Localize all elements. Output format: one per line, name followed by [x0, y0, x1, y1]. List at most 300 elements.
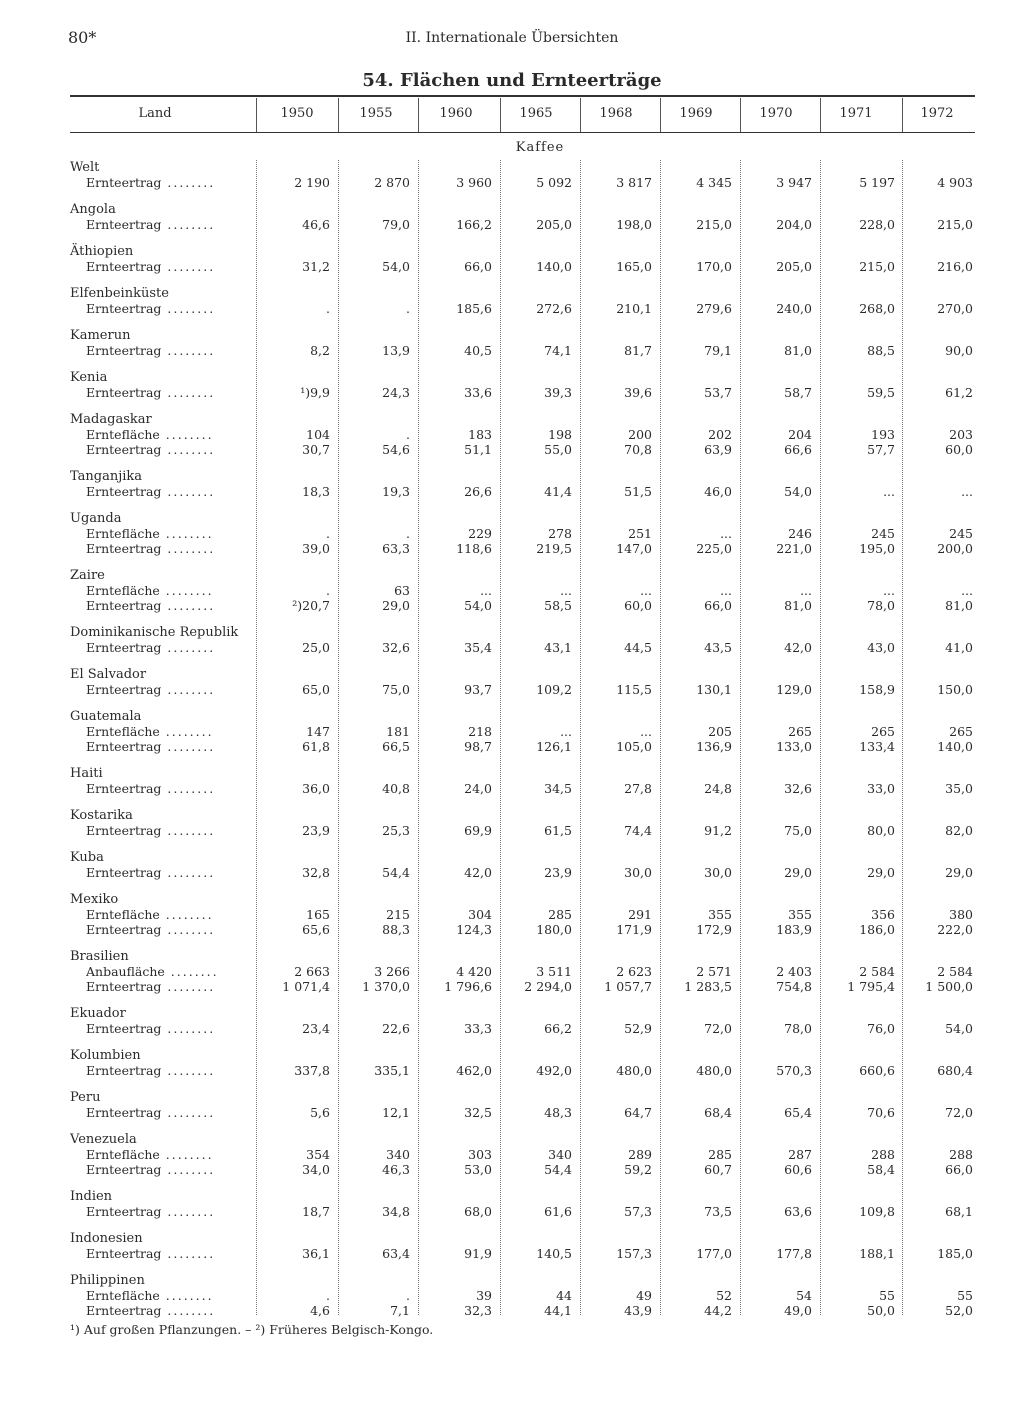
table-cell: 25,0: [302, 640, 330, 655]
leader-dots: ........: [161, 922, 216, 937]
metric-label: [86, 682, 238, 697]
table-cell: 74,4: [624, 823, 652, 838]
table-cell: 5,6: [310, 1105, 330, 1120]
table-cell: 278: [548, 526, 572, 541]
table-cell: 245: [871, 526, 895, 541]
header-year-1960: 1960: [439, 106, 473, 121]
table-cell: 272,6: [536, 301, 572, 316]
column-rule: [580, 160, 581, 1315]
table-cell: 61,6: [544, 1204, 572, 1219]
table-cell: 55: [957, 1288, 973, 1303]
table-cell: 68,1: [945, 1204, 973, 1219]
table-cell: 4 420: [456, 964, 492, 979]
table-cell: 198: [548, 427, 572, 442]
table-cell: 251: [628, 526, 652, 541]
metric-label-text: Ernteertrag: [86, 1105, 162, 1120]
table-cell: 158,9: [859, 682, 895, 697]
leader-dots: ........: [161, 175, 216, 190]
metric-label-text: Ernteertrag: [86, 442, 162, 457]
table-cell: 60,6: [784, 1162, 812, 1177]
table-cell: 172,9: [696, 922, 732, 937]
table-cell: 31,2: [302, 259, 330, 274]
table-cell: 680,4: [937, 1063, 973, 1078]
leader-dots: ........: [161, 1021, 216, 1036]
table-cell: 2 571: [696, 964, 732, 979]
table-cell: 380: [949, 907, 973, 922]
table-cell: 124,3: [456, 922, 492, 937]
metric-label-text: Erntefläche: [86, 526, 160, 541]
table-cell: 66,0: [945, 1162, 973, 1177]
metric-label-text: Ernteertrag: [86, 640, 162, 655]
metric-label: [86, 1063, 238, 1078]
table-cell: 198,0: [616, 217, 652, 232]
table-cell: ...: [720, 583, 732, 598]
metric-label-text: Ernteertrag: [86, 922, 162, 937]
table-cell: ...: [883, 583, 895, 598]
table-cell: 63,6: [784, 1204, 812, 1219]
table-cell: 1 500,0: [925, 979, 973, 994]
metric-label: [86, 724, 238, 739]
table-cell: 90,0: [945, 343, 973, 358]
table-cell: 61,8: [302, 739, 330, 754]
table-cell: 8,2: [310, 343, 330, 358]
table-cell: 205,0: [536, 217, 572, 232]
table-cell: 65,0: [302, 682, 330, 697]
table-cell: 53,7: [704, 385, 732, 400]
table-cell: 39,0: [302, 541, 330, 556]
table-cell: 27,8: [624, 781, 652, 796]
table-cell: 79,0: [382, 217, 410, 232]
country-name: Brasilien: [70, 949, 129, 964]
table-cell: 75,0: [784, 823, 812, 838]
table-cell: 287: [788, 1147, 812, 1162]
header-year-1971: 1971: [839, 106, 873, 121]
table-cell: 35,0: [945, 781, 973, 796]
leader-dots: ........: [159, 427, 214, 442]
country-name: Kolumbien: [70, 1048, 141, 1063]
table-cell: 57,3: [624, 1204, 652, 1219]
table-cell: 268,0: [859, 301, 895, 316]
table-cell: 202: [708, 427, 732, 442]
metric-label-text: Ernteertrag: [86, 259, 162, 274]
table-cell: 69,9: [464, 823, 492, 838]
column-rule: [256, 160, 257, 1315]
country-name: Indien: [70, 1189, 113, 1204]
column-rule: [338, 160, 339, 1315]
table-cell: 228,0: [859, 217, 895, 232]
metric-label: [86, 385, 238, 400]
table-cell: 210,1: [616, 301, 652, 316]
table-cell: 49: [636, 1288, 652, 1303]
table-cell: .: [326, 526, 330, 541]
metric-label: [86, 1303, 238, 1318]
table-cell: 219,5: [536, 541, 572, 556]
table-cell: 23,4: [302, 1021, 330, 1036]
metric-label-text: Ernteertrag: [86, 1303, 162, 1318]
table-cell: 288: [871, 1147, 895, 1162]
table-cell: 60,0: [624, 598, 652, 613]
leader-dots: ........: [159, 724, 214, 739]
metric-label: [86, 1204, 238, 1219]
table-cell: 2 294,0: [524, 979, 572, 994]
metric-label-text: Anbaufläche: [86, 964, 165, 979]
leader-dots: ........: [161, 865, 216, 880]
table-cell: 193: [871, 427, 895, 442]
table-cell: 195,0: [859, 541, 895, 556]
header-column-rule: [660, 98, 661, 132]
leader-dots: ........: [161, 1246, 216, 1261]
page-number: 80*: [68, 28, 97, 47]
table-cell: 48,3: [544, 1105, 572, 1120]
metric-label: [86, 301, 238, 316]
table-cell: 43,9: [624, 1303, 652, 1318]
table-cell: 2 403: [776, 964, 812, 979]
table-cell: 79,1: [704, 343, 732, 358]
table-cell: 222,0: [937, 922, 973, 937]
table-title: 54. Flächen und Ernteerträge: [362, 70, 662, 91]
table-cell: 245: [949, 526, 973, 541]
table-cell: 58,7: [784, 385, 812, 400]
table-cell: 44: [556, 1288, 572, 1303]
table-cell: 26,6: [464, 484, 492, 499]
table-cell: 66,0: [704, 598, 732, 613]
table-cell: .: [326, 1288, 330, 1303]
table-cell: 52: [716, 1288, 732, 1303]
metric-label: [86, 1147, 238, 1162]
table-cell: 65,4: [784, 1105, 812, 1120]
metric-label-text: Ernteertrag: [86, 823, 162, 838]
table-cell: 215,0: [696, 217, 732, 232]
table-cell: 203: [949, 427, 973, 442]
table-cell: 54,0: [784, 484, 812, 499]
table-cell: 25,3: [382, 823, 410, 838]
metric-label-text: Ernteertrag: [86, 739, 162, 754]
header-year-1955: 1955: [359, 106, 393, 121]
table-cell: 58,5: [544, 598, 572, 613]
metric-label: [86, 583, 238, 598]
table-cell: 63,4: [382, 1246, 410, 1261]
table-cell: 33,6: [464, 385, 492, 400]
table-cell: 32,8: [302, 865, 330, 880]
table-cell: 39: [476, 1288, 492, 1303]
table-cell: 3 960: [456, 175, 492, 190]
table-cell: 480,0: [616, 1063, 652, 1078]
table-cell: ...: [640, 583, 652, 598]
table-cell: .: [406, 427, 410, 442]
table-cell: .: [326, 583, 330, 598]
table-cell: 43,1: [544, 640, 572, 655]
metric-label-text: Ernteertrag: [86, 484, 162, 499]
table-cell: 54,6: [382, 442, 410, 457]
table-cell: 340: [548, 1147, 572, 1162]
metric-label-text: Ernteertrag: [86, 1204, 162, 1219]
table-cell: 54,4: [382, 865, 410, 880]
table-cell: 30,0: [704, 865, 732, 880]
table-cell: 181: [386, 724, 410, 739]
table-cell: 72,0: [704, 1021, 732, 1036]
metric-label-text: Erntefläche: [86, 724, 160, 739]
metric-label: [86, 739, 238, 754]
table-cell: 42,0: [464, 865, 492, 880]
metric-label: [86, 175, 238, 190]
leader-dots: ........: [161, 739, 216, 754]
table-cell: 355: [708, 907, 732, 922]
table-cell: .: [406, 1288, 410, 1303]
metric-label-text: Ernteertrag: [86, 301, 162, 316]
table-cell: 7,1: [390, 1303, 410, 1318]
table-cell: 354: [306, 1147, 330, 1162]
column-rule: [740, 160, 741, 1315]
table-cell: 23,9: [302, 823, 330, 838]
table-cell: 30,7: [302, 442, 330, 457]
leader-dots: ........: [161, 541, 216, 556]
country-name: Kostarika: [70, 808, 133, 823]
table-cell: 4,6: [310, 1303, 330, 1318]
header-year-1969: 1969: [679, 106, 713, 121]
table-cell: 240,0: [776, 301, 812, 316]
table-cell: 80,0: [867, 823, 895, 838]
table-cell: 270,0: [937, 301, 973, 316]
table-cell: 355: [788, 907, 812, 922]
table-cell: 216,0: [937, 259, 973, 274]
table-cell: 225,0: [696, 541, 732, 556]
table-cell: 13,9: [382, 343, 410, 358]
table-cell: 29,0: [945, 865, 973, 880]
table-cell: ...: [883, 484, 895, 499]
table-cell: 40,5: [464, 343, 492, 358]
table-cell: .: [326, 301, 330, 316]
header-year-1965: 1965: [519, 106, 553, 121]
metric-label: [86, 865, 238, 880]
country-name: Mexiko: [70, 892, 119, 907]
table-cell: ...: [800, 583, 812, 598]
metric-label-text: Ernteertrag: [86, 343, 162, 358]
table-cell: 54,0: [382, 259, 410, 274]
table-cell: 304: [468, 907, 492, 922]
table-cell: 60,7: [704, 1162, 732, 1177]
table-cell: 337,8: [294, 1063, 330, 1078]
table-cell: 1 795,4: [847, 979, 895, 994]
country-name: Kamerun: [70, 328, 131, 343]
metric-label-text: Ernteertrag: [86, 781, 162, 796]
table-cell: 46,0: [704, 484, 732, 499]
table-cell: 41,0: [945, 640, 973, 655]
table-cell: 279,6: [696, 301, 732, 316]
table-cell: 82,0: [945, 823, 973, 838]
table-cell: 22,6: [382, 1021, 410, 1036]
metric-label: [86, 526, 238, 541]
table-cell: 200,0: [937, 541, 973, 556]
table-cell: 61,5: [544, 823, 572, 838]
table-cell: 33,3: [464, 1021, 492, 1036]
country-name: El Salvador: [70, 667, 147, 682]
metric-label-text: Erntefläche: [86, 427, 160, 442]
leader-dots: ........: [161, 1063, 216, 1078]
table-cell: 24,0: [464, 781, 492, 796]
country-name: Madagaskar: [70, 412, 152, 427]
country-name: Welt: [70, 160, 100, 175]
metric-label: [86, 1162, 238, 1177]
country-name: Tanganjika: [70, 469, 143, 484]
table-cell: 104: [306, 427, 330, 442]
table-cell: 44,2: [704, 1303, 732, 1318]
leader-dots: ........: [161, 442, 216, 457]
table-cell: 41,4: [544, 484, 572, 499]
metric-label-text: Ernteertrag: [86, 1246, 162, 1261]
country-name: Äthiopien: [70, 244, 134, 259]
table-cell: 51,1: [464, 442, 492, 457]
metric-label: [86, 259, 238, 274]
header-column-rule: [820, 98, 821, 132]
table-cell: 74,1: [544, 343, 572, 358]
table-cell: 166,2: [456, 217, 492, 232]
column-rule: [500, 160, 501, 1315]
table-cell: 36,1: [302, 1246, 330, 1261]
metric-label-text: Ernteertrag: [86, 541, 162, 556]
table-cell: 150,0: [937, 682, 973, 697]
table-cell: 265: [871, 724, 895, 739]
leader-dots: ........: [161, 823, 216, 838]
metric-label: [86, 640, 238, 655]
table-cell: 177,0: [696, 1246, 732, 1261]
table-cell: 265: [949, 724, 973, 739]
leader-dots: ........: [159, 583, 214, 598]
table-cell: 229: [468, 526, 492, 541]
metric-label-text: Ernteertrag: [86, 1162, 162, 1177]
table-cell: 81,0: [784, 598, 812, 613]
metric-label-text: Erntefläche: [86, 1147, 160, 1162]
table-cell: 64,7: [624, 1105, 652, 1120]
table-cell: 18,7: [302, 1204, 330, 1219]
country-name: Ekuador: [70, 1006, 126, 1021]
table-cell: 136,9: [696, 739, 732, 754]
table-cell: 660,6: [859, 1063, 895, 1078]
metric-label: [86, 541, 238, 556]
metric-label-text: Erntefläche: [86, 583, 160, 598]
leader-dots: ........: [161, 979, 216, 994]
leader-dots: ........: [161, 1105, 216, 1120]
leader-dots: ........: [159, 526, 214, 541]
table-cell: 66,2: [544, 1021, 572, 1036]
top-rule: [70, 95, 975, 97]
table-cell: 303: [468, 1147, 492, 1162]
table-cell: 73,5: [704, 1204, 732, 1219]
table-cell: 1 370,0: [362, 979, 410, 994]
table-cell: 32,5: [464, 1105, 492, 1120]
table-cell: 130,1: [696, 682, 732, 697]
leader-dots: ........: [159, 907, 214, 922]
table-cell: 183,9: [776, 922, 812, 937]
table-cell: 88,3: [382, 922, 410, 937]
leader-dots: ........: [161, 484, 216, 499]
metric-label-text: Ernteertrag: [86, 682, 162, 697]
table-cell: 215,0: [859, 259, 895, 274]
metric-label: [86, 1246, 238, 1261]
table-cell: 88,5: [867, 343, 895, 358]
header-column-rule: [902, 98, 903, 132]
table-cell: 285: [708, 1147, 732, 1162]
table-cell: 98,7: [464, 739, 492, 754]
leader-dots: ........: [161, 1204, 216, 1219]
table-cell: 76,0: [867, 1021, 895, 1036]
table-cell: 1 283,5: [684, 979, 732, 994]
table-cell: .: [406, 301, 410, 316]
table-cell: 4 345: [696, 175, 732, 190]
metric-label-text: Erntefläche: [86, 1288, 160, 1303]
header-year-1970: 1970: [759, 106, 793, 121]
header-column-rule: [500, 98, 501, 132]
footnote: ¹) Auf großen Pflanzungen. – ²) Früheres Belgisch-Kongo.: [70, 1322, 434, 1337]
table-cell: ¹)9,9: [300, 385, 330, 400]
table-cell: 65,6: [302, 922, 330, 937]
metric-label-text: Erntefläche: [86, 907, 160, 922]
table-cell: 3 511: [536, 964, 572, 979]
metric-label-text: Ernteertrag: [86, 865, 162, 880]
table-cell: 5 092: [536, 175, 572, 190]
table-cell: 55: [879, 1288, 895, 1303]
table-cell: 61,2: [945, 385, 973, 400]
metric-label: [86, 823, 238, 838]
table-cell: 133,0: [776, 739, 812, 754]
table-cell: 2 584: [937, 964, 973, 979]
table-cell: 147,0: [616, 541, 652, 556]
table-cell: 4 903: [937, 175, 973, 190]
table-cell: 754,8: [776, 979, 812, 994]
table-cell: 34,5: [544, 781, 572, 796]
table-cell: 335,1: [374, 1063, 410, 1078]
country-name: Zaire: [70, 568, 105, 583]
table-cell: 32,6: [382, 640, 410, 655]
header-land: Land: [138, 106, 172, 121]
table-cell: 93,7: [464, 682, 492, 697]
table-cell: 35,4: [464, 640, 492, 655]
country-name: Elfenbeinküste: [70, 286, 169, 301]
table-cell: 59,5: [867, 385, 895, 400]
table-cell: 204: [788, 427, 812, 442]
table-cell: 118,6: [456, 541, 492, 556]
table-cell: 492,0: [536, 1063, 572, 1078]
table-cell: 51,5: [624, 484, 652, 499]
table-cell: 75,0: [382, 682, 410, 697]
section-label: Kaffee: [515, 140, 565, 155]
table-cell: 1 071,4: [282, 979, 330, 994]
table-cell: 5 197: [859, 175, 895, 190]
table-cell: 126,1: [536, 739, 572, 754]
metric-label: [86, 427, 238, 442]
table-cell: 3 817: [616, 175, 652, 190]
table-cell: 39,6: [624, 385, 652, 400]
table-cell: 55,0: [544, 442, 572, 457]
table-cell: 180,0: [536, 922, 572, 937]
column-rule: [820, 160, 821, 1315]
table-cell: 185,6: [456, 301, 492, 316]
table-cell: 2 663: [294, 964, 330, 979]
table-cell: 157,3: [616, 1246, 652, 1261]
table-cell: 18,3: [302, 484, 330, 499]
table-cell: 58,4: [867, 1162, 895, 1177]
country-name: Dominikanische Republik: [70, 625, 239, 640]
table-cell: 32,3: [464, 1303, 492, 1318]
table-cell: 3 266: [374, 964, 410, 979]
table-cell: 70,8: [624, 442, 652, 457]
table-cell: 246: [788, 526, 812, 541]
header-column-rule: [338, 98, 339, 132]
table-cell: 188,1: [859, 1246, 895, 1261]
table-cell: 1 796,6: [444, 979, 492, 994]
table-cell: 3 947: [776, 175, 812, 190]
table-cell: 133,4: [859, 739, 895, 754]
table-cell: 147: [306, 724, 330, 739]
